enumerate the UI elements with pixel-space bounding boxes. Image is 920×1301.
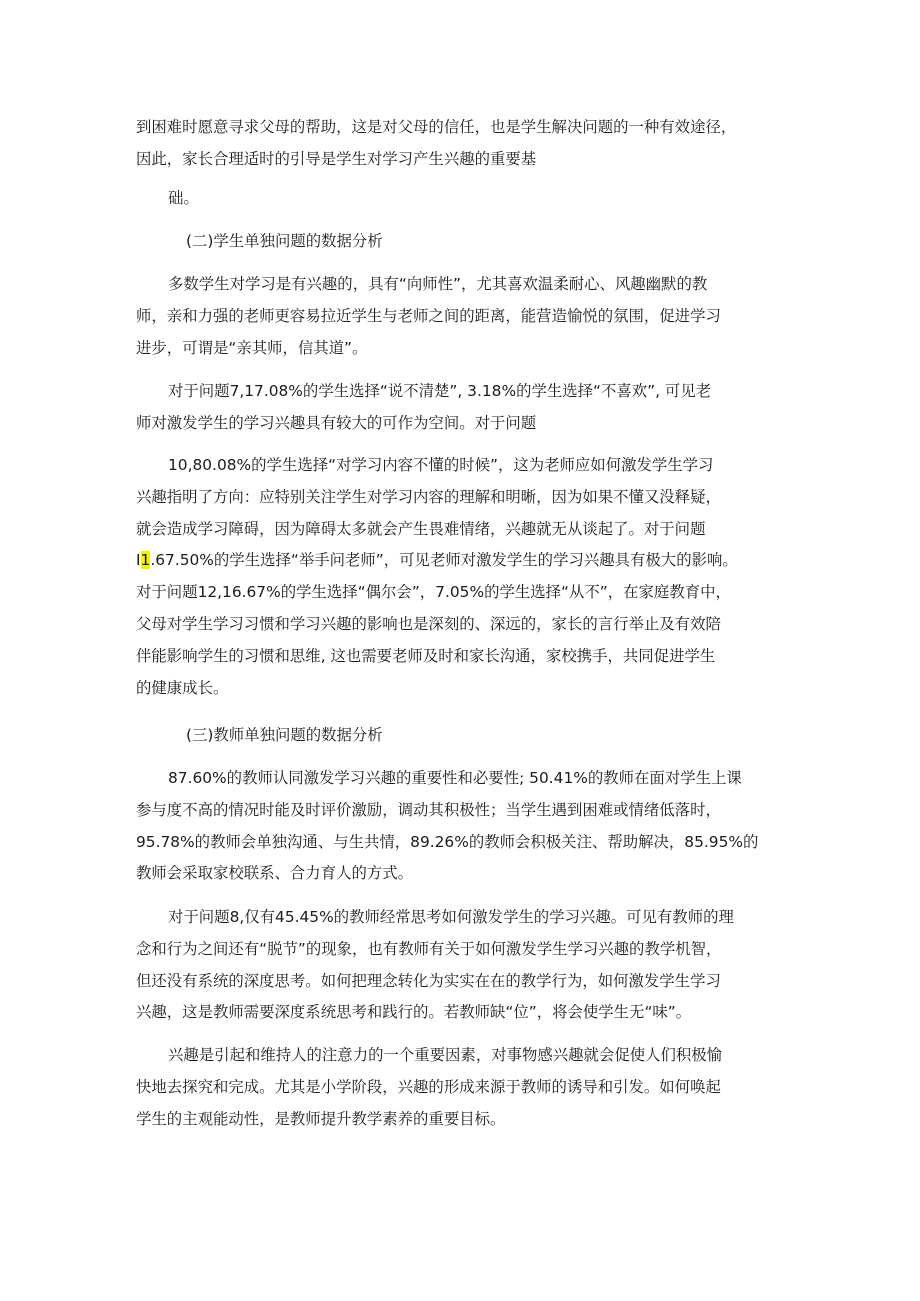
line-text: 念和行为之间还有“脱节”的现象，也有教师有关于如何激发学生学习兴趣的教学机智，	[136, 939, 722, 958]
line-text: (二)学生单独问题的数据分析	[186, 232, 383, 250]
paragraph	[136, 183, 796, 215]
line-text: 参与度不高的情况时能及时评价激励，调动其积极性；当学生遇到困难或情绪低落时，	[136, 800, 721, 819]
text-line	[136, 673, 796, 705]
line-text: 础。	[168, 189, 199, 207]
highlighted-text: 1	[140, 551, 151, 570]
line-text: 学生的主观能动性，是教师提升教学素养的重要目标。	[136, 1109, 506, 1128]
text-line	[136, 226, 796, 258]
text-line	[136, 112, 796, 144]
line-text: 就会造成学习障碍，因为障碍太多就会产生畏难情绪，兴趣就无从谈起了。对于问题	[136, 519, 706, 538]
text-line	[136, 902, 796, 934]
text-line	[136, 1072, 796, 1104]
line-text: 师，亲和力强的老师更容易拉近学生与老师之间的距离，能营造愉悦的氛围，促进学习	[136, 306, 721, 325]
text-line	[136, 609, 796, 641]
text-line	[136, 720, 796, 752]
line-text: 到困难时愿意寻求父母的帮助，这是对父母的信任，也是学生解决问题的一种有效途径，	[136, 118, 737, 136]
text-line	[136, 301, 796, 333]
paragraph	[136, 269, 796, 364]
line-text: 兴趣指明了方向：应特别关注学生对学习内容的理解和明晰，因为如果不懂又没释疑，	[136, 487, 721, 506]
text-line	[136, 333, 796, 365]
text-line	[136, 376, 796, 408]
text-line	[136, 269, 796, 301]
line-text: 95.78%的教师会单独沟通、与生共情，89.26%的教师会积极关注、帮助解决，85.95%的	[136, 832, 759, 851]
text-line	[136, 183, 796, 215]
text-line	[136, 450, 796, 482]
text-line	[136, 858, 796, 890]
text-line	[136, 545, 796, 577]
text-line	[136, 1040, 796, 1072]
text-line	[136, 997, 796, 1029]
text-line	[136, 827, 796, 859]
text-line	[136, 763, 796, 795]
text-line	[136, 144, 796, 176]
line-text: 进步，可谓是“亲其师，信其道”。	[136, 338, 368, 357]
section-heading	[136, 720, 796, 752]
line-text: 对于问题12,16.67%的学生选择“偶尔会”，7.05%的学生选择“从不”，在家庭教育中，	[136, 583, 731, 602]
text-line	[136, 408, 796, 440]
line-text: 师对激发学生的学习兴趣具有较大的可作为空间。对于问题	[136, 413, 537, 432]
line-text: 伴能影响学生的习惯和思维, 这也需要老师及时和家长沟通，家校携手，共同促进学生	[136, 646, 716, 665]
line-text: 父母对学生学习习惯和学习兴趣的影响也是深刻的、深远的，家长的言行举止及有效陪	[136, 614, 721, 633]
line-text: 对于问题7,17.08%的学生选择“说不清楚”, 3.18%的学生选择“不喜欢”, 可见老	[168, 382, 712, 400]
line-text: 兴趣，这是教师需要深度系统思考和践行的。若教师缺“位”，将会使学生无“味”。	[136, 1003, 692, 1022]
paragraph	[136, 763, 796, 890]
paragraph	[136, 902, 796, 1029]
text-line	[136, 641, 796, 673]
line-text: 兴趣是引起和维持人的注意力的一个重要因素，对事物感兴趣就会促使人们积极愉	[168, 1046, 723, 1064]
line-text: 的健康成长。	[136, 678, 229, 697]
line-text: 因此，家长合理适时的引导是学生对学习产生兴趣的重要基	[136, 149, 537, 168]
section-heading	[136, 226, 796, 258]
line-text: 但还没有系统的深度思考。如何把理念转化为实实在在的教学行为，如何激发学生学习	[136, 971, 721, 990]
paragraph	[136, 112, 796, 176]
text-line	[136, 934, 796, 966]
paragraph	[136, 376, 796, 440]
line-text: 10,80.08%的学生选择“对学习内容不懂的时候”，这为老师应如何激发学生学习	[168, 456, 714, 474]
line-prefix: I	[136, 551, 141, 570]
paragraph	[136, 1040, 796, 1135]
text-line	[136, 966, 796, 998]
text-line	[136, 514, 796, 546]
line-text: 对于问题8,仅有45.45%的教师经常思考如何激发学生的学习兴趣。可见有教师的理	[168, 908, 734, 926]
line-text: 教师会采取家校联系、合力育人的方式。	[136, 864, 414, 883]
text-line	[136, 795, 796, 827]
paragraph	[136, 450, 796, 704]
line-text: (三)教师单独问题的数据分析	[186, 726, 383, 744]
line-text: 87.60%的教师认同激发学习兴趣的重要性和必要性; 50.41%的教师在面对学生上课	[168, 769, 742, 787]
line-text: 快地去探究和完成。尤其是小学阶段，兴趣的形成来源于教师的诱导和引发。如何唤起	[136, 1077, 721, 1096]
line-text: .67.50%的学生选择“举手问老师”，可见老师对激发学生的学习兴趣具有极大的影响。	[150, 551, 738, 570]
text-line	[136, 1104, 796, 1136]
text-line	[136, 482, 796, 514]
line-text: 多数学生对学习是有兴趣的，具有“向师性”，尤其喜欢温柔耐心、风趣幽默的教	[168, 275, 708, 293]
text-line	[136, 577, 796, 609]
